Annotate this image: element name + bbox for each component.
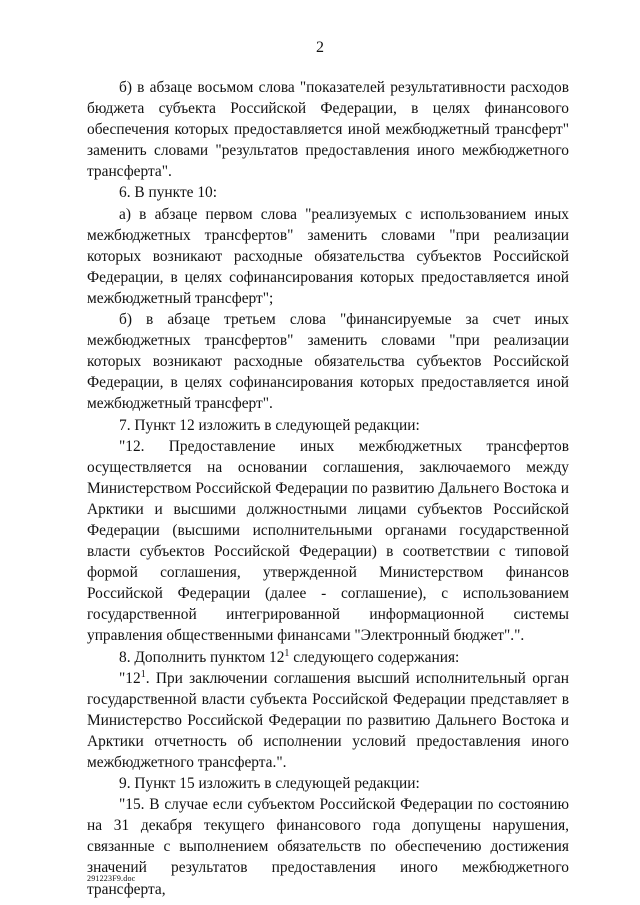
paragraph-item-8: [87, 647, 569, 668]
paragraph-6b: б) в абзаце третьем слова "финансируемые за счет иных межбюджетных трансфертов" заменить словами "при реализации которых возникают расходные обязательства субъектов Российской Федерации, в целях софинансирования которых предоставляется иной межбюджетный трансферт".: [87, 311, 569, 413]
p12-1-superscript: 1: [140, 668, 146, 680]
paragraph-item-15-text: "15. В случае если субъектом Российской Федерации по состоянию на 31 декабря текущего финансового года допущены нарушения, связанные с выполнением обязательств по обеспечению достижения значений результатов предоставления иного межбюджетного трансферта,: [87, 796, 569, 898]
p8-superscript: 1: [284, 647, 290, 659]
p8-after: следующего содержания:: [289, 648, 460, 666]
p12-1-before: "12: [119, 669, 141, 687]
p8-before: 8. Дополнить пунктом 12: [119, 648, 285, 666]
footer-file-code: 291223F9.doc: [87, 874, 136, 883]
p12-1-after: . При заключении соглашения высший исполнительный орган государственной власти субъекта Российской Федерации представляет в Министерство Российской Федерации по развитию Дальнего Востока и Арктики отчетность об исполнении условий предоставления иного межбюджетного трансферта.".: [87, 669, 569, 771]
paragraph-item-6: 6. В пункте 10:: [119, 184, 218, 202]
page-number: 2: [316, 39, 324, 56]
paragraph-item-7: 7. Пункт 12 изложить в следующей редакции:: [119, 416, 420, 434]
document-body: [87, 77, 569, 900]
paragraph-item-12-1-text: [87, 668, 569, 773]
paragraph-item-12-text: "12. Предоставление иных межбюджетных трансфертов осуществляется на основании соглашения, заключаемого между Министерством Российской Федерации по развитию Дальнего Востока и Арктики и высшими должностными лицами субъектов Российской Федерации (высшими исполнительными органами государственной власти субъектов Российской Федерации) в соответствии с типовой формой соглашения, утвержденной Министерством финансов Российской Федерации (далее - соглашение), с использованием государственной интегрированной информационной системы управления общественными финансами "Электронный бюджет".".: [87, 437, 569, 645]
paragraph-item-9: 9. Пункт 15 изложить в следующей редакции:: [119, 775, 420, 793]
paragraph-6a: а) в абзаце первом слова "реализуемых с использованием иных межбюджетных трансфертов" заменить словами "при реализации которых возникают расходные обязательства субъектов Российской Федерации, в целях софинансирования которых предоставляется иной межбюджетный трансферт";: [87, 205, 569, 307]
paragraph-6b-replacement: б) в абзаце восьмом слова "показателей результативности расходов бюджета субъекта Российской Федерации, в целях финансового обеспечения которых предоставляется иной межбюджетный трансферт" заменить словами "результатов предоставления иного межбюджетного трансферта".: [87, 79, 569, 181]
